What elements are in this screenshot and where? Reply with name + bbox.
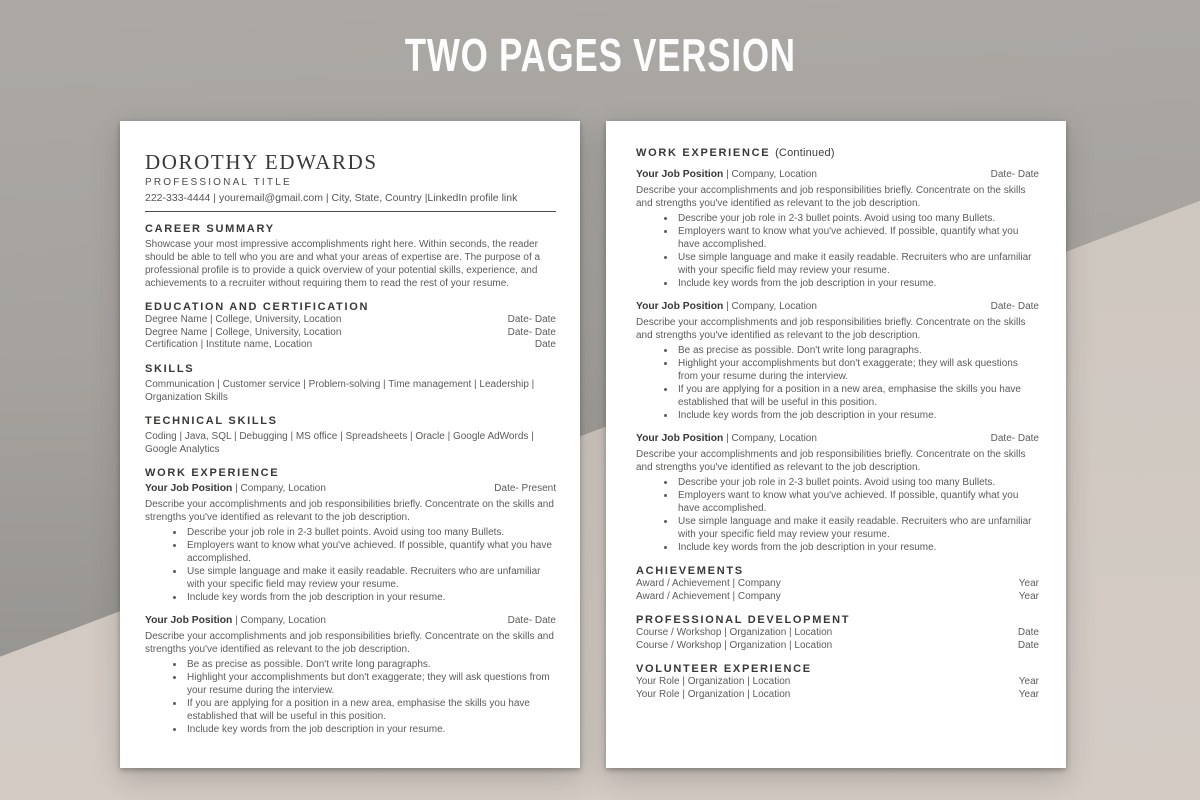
job-dates: Date- Present xyxy=(494,482,556,494)
job-bullet-list xyxy=(636,212,1039,290)
section-achievements xyxy=(636,565,1039,603)
education-row-date: Date- Date xyxy=(507,314,556,325)
job-position: Your Job Position xyxy=(145,614,233,626)
education-row-date: Date- Date xyxy=(507,326,556,338)
job-company: | Company, Location xyxy=(235,482,326,494)
job-dates: Date- Date xyxy=(990,301,1039,312)
education-row-date: Date xyxy=(534,339,556,351)
section-heading: SKILLS xyxy=(145,362,195,375)
achievement-row xyxy=(636,578,1039,591)
section-heading-suffix: (Continued) xyxy=(775,147,835,159)
development-row-text: Course / Workshop | Organization | Location xyxy=(636,627,833,639)
job-position: Your Job Position xyxy=(636,301,724,312)
job-bullet: • Include key words from the job description in your resume. xyxy=(185,591,556,604)
job-dates: Date- Date xyxy=(990,169,1039,180)
job-bullet: • Include key words from the job description in your resume. xyxy=(676,277,1039,290)
job-title-line xyxy=(145,614,326,627)
job-bullet-list xyxy=(636,344,1039,422)
job-position: Your Job Position xyxy=(636,169,724,180)
professional-title: PROFESSIONAL TITLE xyxy=(145,177,292,188)
job-header xyxy=(636,432,1039,445)
section-heading: TECHNICAL SKILLS xyxy=(145,414,278,427)
job-company: | Company, Location xyxy=(235,614,326,626)
job-title-line xyxy=(145,482,326,495)
job-dates: Date- Date xyxy=(990,433,1039,444)
job-bullet-list xyxy=(145,526,556,604)
job-company: | Company, Location xyxy=(726,169,817,180)
section-volunteer-experience xyxy=(636,663,1039,701)
job-entry xyxy=(145,614,556,736)
job-header xyxy=(636,300,1039,313)
volunteer-row xyxy=(636,676,1039,689)
development-row xyxy=(636,627,1039,640)
candidate-name: DOROTHY EDWARDS xyxy=(145,150,378,174)
volunteer-row-text: Your Role | Organization | Location xyxy=(636,676,791,688)
header-divider xyxy=(145,211,556,212)
job-bullet: • Include key words from the job description in your resume. xyxy=(185,723,556,736)
section-work-experience xyxy=(145,467,556,736)
job-position: Your Job Position xyxy=(636,433,724,444)
resume-page-2 xyxy=(606,121,1066,768)
job-bullet: • Employers want to know what you've achieved. If possible, quantify what you have accomplished. xyxy=(676,225,1039,251)
section-education xyxy=(145,301,556,352)
job-bullet: • Use simple language and make it easily readable. Recruiters who are unfamiliar with your specific field may review your resume. xyxy=(185,565,556,591)
job-bullet: • Include key words from the job description in your resume. xyxy=(676,541,1039,554)
development-row-date: Date xyxy=(1017,639,1039,651)
job-bullet: • Describe your job role in 2-3 bullet points. Avoid using too many Bullets. xyxy=(676,476,1039,489)
job-title-line xyxy=(636,432,817,445)
development-row-date: Date xyxy=(1017,627,1039,639)
section-heading: WORK EXPERIENCE xyxy=(145,466,280,479)
education-row-text: Degree Name | College, University, Location xyxy=(145,314,342,325)
education-row xyxy=(145,327,556,340)
education-row xyxy=(145,339,556,352)
job-title-line xyxy=(636,168,817,181)
volunteer-row-text: Your Role | Organization | Location xyxy=(636,688,791,700)
job-company: | Company, Location xyxy=(726,301,817,312)
resume-page-1 xyxy=(120,121,580,768)
job-bullet: • Employers want to know what you've achieved. If possible, quantify what you have accomplished. xyxy=(676,489,1039,515)
skills-list: Communication | Customer service | Problem-solving | Time management | Leadership | Organization Skills xyxy=(145,378,535,403)
achievement-row-date: Year xyxy=(1018,590,1039,602)
pages-row xyxy=(120,121,1066,768)
section-work-experience-continued xyxy=(636,147,1039,554)
job-bullet: • Use simple language and make it easily readable. Recruiters who are unfamiliar with your specific field may review your resume. xyxy=(676,251,1039,277)
section-heading: CAREER SUMMARY xyxy=(145,223,275,235)
job-description: Describe your accomplishments and job responsibilities briefly. Concentrate on the skills and strengths you've identified as relevant to the job description. xyxy=(636,317,1026,341)
section-heading: ACHIEVEMENTS xyxy=(636,565,744,577)
job-description: Describe your accomplishments and job responsibilities briefly. Concentrate on the skills and strengths you've identified as relevant to the job description. xyxy=(145,630,554,655)
achievement-row-text: Award / Achievement | Company xyxy=(636,590,781,602)
job-entry xyxy=(636,168,1039,290)
job-position: Your Job Position xyxy=(145,482,233,494)
achievement-row-text: Award / Achievement | Company xyxy=(636,578,781,589)
job-header xyxy=(145,482,556,495)
job-bullet: • Use simple language and make it easily readable. Recruiters who are unfamiliar with your specific field may review your resume. xyxy=(676,515,1039,541)
job-entry xyxy=(636,432,1039,554)
achievement-row xyxy=(636,591,1039,604)
education-row-text: Certification | Institute name, Location xyxy=(145,339,313,351)
job-bullet-list xyxy=(145,658,556,736)
section-heading: PROFESSIONAL DEVELOPMENT xyxy=(636,614,851,627)
job-header xyxy=(145,614,556,627)
job-bullet: • Describe your job role in 2-3 bullet points. Avoid using too many Bullets. xyxy=(676,212,1039,225)
job-description: Describe your accomplishments and job responsibilities briefly. Concentrate on the skills and strengths you've identified as relevant to the job description. xyxy=(145,498,554,523)
job-description: Describe your accomplishments and job responsibilities briefly. Concentrate on the skills and strengths you've identified as relevant to the job description. xyxy=(636,185,1026,209)
section-heading-main: WORK EXPERIENCE xyxy=(636,147,771,159)
job-bullet-list xyxy=(636,476,1039,554)
contact-line: 222-333-4444 | youremail@gmail.com | City, State, Country |LinkedIn profile link xyxy=(145,192,518,204)
section-career-summary xyxy=(145,223,556,290)
job-entry xyxy=(636,300,1039,422)
education-row-text: Degree Name | College, University, Location xyxy=(145,326,342,338)
volunteer-row-date: Year xyxy=(1018,688,1039,700)
job-bullet: • Include key words from the job description in your resume. xyxy=(676,409,1039,422)
development-row xyxy=(636,640,1039,653)
technical-skills-list: Coding | Java, SQL | Debugging | MS office | Spreadsheets | Oracle | Google AdWords | Google Analytics xyxy=(145,430,534,455)
job-bullet: • Employers want to know what you've achieved. If possible, quantify what you have accomplished. xyxy=(185,539,556,565)
education-row xyxy=(145,314,556,327)
banner xyxy=(0,28,1200,82)
achievement-row-date: Year xyxy=(1018,578,1039,589)
job-bullet: • Highlight your accomplishments but don't exaggerate; they will ask questions from your resume during the interview. xyxy=(185,671,556,697)
job-entry xyxy=(145,482,556,604)
section-skills xyxy=(145,363,556,404)
job-bullet: • Highlight your accomplishments but don't exaggerate; they will ask questions from your resume during the interview. xyxy=(676,357,1039,383)
job-title-line xyxy=(636,300,817,313)
section-professional-development xyxy=(636,614,1039,652)
job-bullet: • Be as precise as possible. Don't write long paragraphs. xyxy=(185,658,556,671)
development-row-text: Course / Workshop | Organization | Location xyxy=(636,639,833,651)
section-heading: EDUCATION AND CERTIFICATION xyxy=(145,301,370,313)
job-company: | Company, Location xyxy=(726,433,817,444)
section-heading xyxy=(636,147,1039,160)
job-bullet: • Describe your job role in 2-3 bullet points. Avoid using too many Bullets. xyxy=(185,526,556,539)
section-heading: VOLUNTEER EXPERIENCE xyxy=(636,663,812,676)
job-bullet: • Be as precise as possible. Don't write long paragraphs. xyxy=(676,344,1039,357)
summary-paragraph: Showcase your most impressive accomplishments right here. Within seconds, the reader should be able to tell who you are and what your areas of expertise are. The purpose of a professional profile is to provide a quick overview of your potential skills, experience, and achievements to a recruiter without requiring them to read the rest of your resume. xyxy=(145,239,541,289)
banner-title: TWO PAGES VERSION xyxy=(404,29,796,81)
job-description: Describe your accomplishments and job responsibilities briefly. Concentrate on the skills and strengths you've identified as relevant to the job description. xyxy=(636,449,1026,473)
volunteer-row-date: Year xyxy=(1018,676,1039,688)
job-bullet: • If you are applying for a position in a new area, emphasise the skills you have established that will be useful in this position. xyxy=(676,383,1039,409)
job-dates: Date- Date xyxy=(507,614,556,626)
job-header xyxy=(636,168,1039,181)
section-technical-skills xyxy=(145,415,556,456)
job-bullet: • If you are applying for a position in a new area, emphasise the skills you have established that will be useful in this position. xyxy=(185,697,556,723)
volunteer-row xyxy=(636,689,1039,702)
